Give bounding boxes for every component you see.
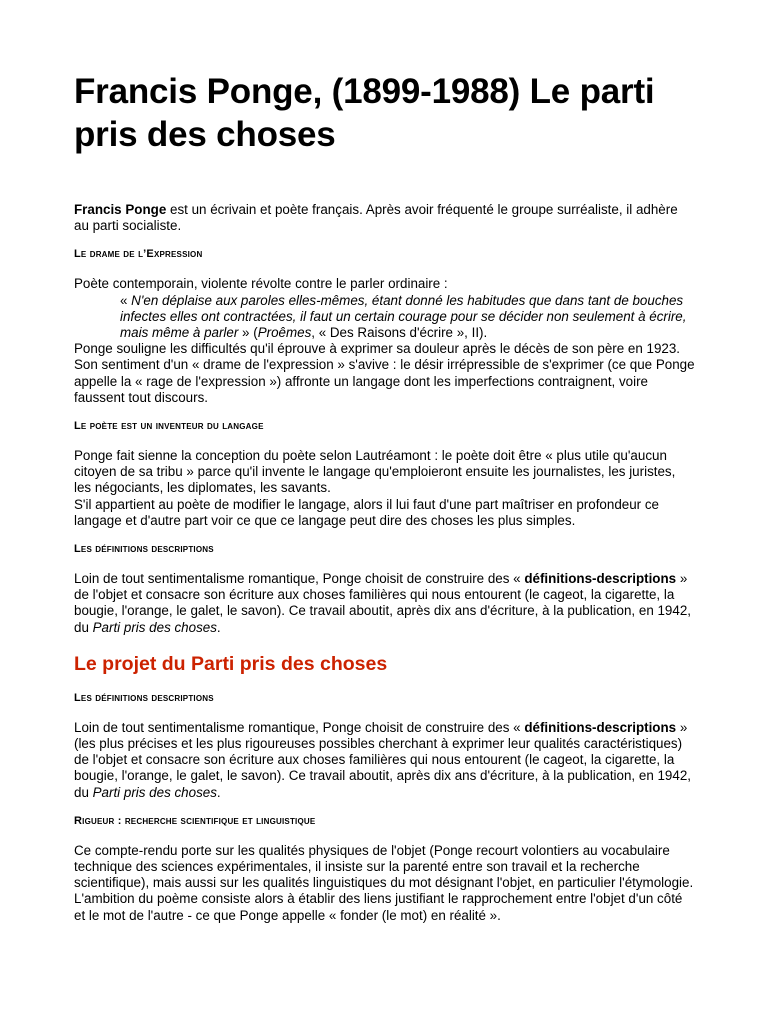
page-title: Francis Ponge, (1899-1988) Le parti pris des choses [74, 72, 655, 154]
section-title-projet: Le projet du Parti pris des choses [74, 652, 388, 675]
intro-paragraph [74, 202, 696, 234]
quote-mid: » ( [238, 325, 258, 341]
def1-text-a: Loin de tout sentimentalisme romantique, Ponge choisit de construire des « [74, 571, 525, 587]
drame-paragraph-2: Ponge souligne les difficultés qu'il éprouve à exprimer sa douleur après le décès de son père en 1923. Son sentiment d'un « drame de l'expression » s'avive : le désir irrépressible de s'exprimer (ce que Ponge appelle la « rage de l'expression ») affronte un langage dont les imperfections contraignent, voire faussent tout discours. [74, 341, 695, 405]
rigueur-paragraph-1: Ce compte-rendu porte sur les qualités physiques de l'objet (Ponge recourt volontiers au vocabulaire technique des sciences expérimentales, il insiste sur la parenté entre son travail et la recherche scientifique), mais aussi sur les qualités linguistiques du mot désignant l'objet, en particulier l'étymologie. [74, 842, 694, 891]
def1-bold-term: définitions-descriptions [524, 571, 677, 587]
def2-text-a: Loin de tout sentimentalisme romantique, Ponge choisit de construire des « [74, 719, 525, 735]
poete-paragraph-2: S'il appartient au poète de modifier le langage, alors il lui faut d'une part maîtriser en profondeur ce langage et d'autre part voir ce que ce langage peut dire des choses les plus simples. [74, 496, 659, 528]
definitions-paragraph-2 [74, 720, 696, 801]
def1-text-e: . [216, 619, 221, 635]
def2-text-c: » (les plus précises et les plus rigoureuses possibles cherchant à exprimer leur qualités caractéristiques) de l'objet et consacre son écriture aux choses familières qui nous entourent (le cageot, la cigarette, la bougie, l'orange, le galet, le savon). Ce travail aboutit, après dix ans d'écriture, à la publication, en 1942, du [74, 719, 691, 800]
quote-work-title: Proêmes [257, 325, 312, 341]
drame-paragraph-1: Poète contemporain, violente révolte contre le parler ordinaire : [74, 276, 448, 292]
rigueur-paragraph-2: L'ambition du poème consiste alors à établir des liens justifiant le rapprochement entre l'objet d'un côté et le mot de l'autre - ce que Ponge appelle « fonder (le mot) en réalité ». [74, 891, 683, 923]
intro-text: est un écrivain et poète français. Après avoir fréquenté le groupe surréaliste, il adhère au parti socialiste. [74, 202, 678, 234]
poete-paragraph-1: Ponge fait sienne la conception du poète selon Lautréamont : le poète doit être « plus utile qu'aucun citoyen de sa tribu » parce qu'il invente le langage qu'emploieront ensuite les journalistes, les juristes, les négociants, les diplomates, les savants. [74, 448, 676, 496]
heading-poete-inventeur: Le poète est un inventeur du langage [74, 420, 264, 433]
def2-book-title: Parti pris des choses [92, 784, 217, 800]
def1-book-title: Parti pris des choses [92, 619, 217, 635]
heading-drame-expression: Le drame de l’Expression [74, 248, 203, 261]
heading-definitions-1: Les définitions descriptions [74, 543, 214, 556]
definitions-paragraph-1 [74, 571, 696, 636]
quote-text: N'en déplaise aux paroles elles-mêmes, étant donné les habitudes que dans tant de bouches infectes elles ont contractées, il faut un certain courage pour se décider non seulement à écrire, mais même à parler [120, 292, 687, 341]
heading-rigueur: Rigueur : recherche scientifique et linguistique [74, 814, 316, 827]
drame-quote [74, 293, 696, 342]
def2-bold-term: définitions-descriptions [524, 719, 677, 735]
heading-definitions-2: Les définitions descriptions [74, 691, 214, 704]
quote-open: « [120, 292, 132, 308]
def1-text-c: » de l'objet et consacre son écriture aux choses familières qui nous entourent (le cageot, la cigarette, la bougie, l'orange, le galet, le savon). Ce travail aboutit, après dix ans d'écriture, à la publication, en 1942, du [74, 571, 691, 635]
def2-text-e: . [216, 784, 221, 800]
quote-source: , « Des Raisons d'écrire », II). [311, 325, 488, 341]
intro-author-name: Francis Ponge [74, 202, 167, 217]
